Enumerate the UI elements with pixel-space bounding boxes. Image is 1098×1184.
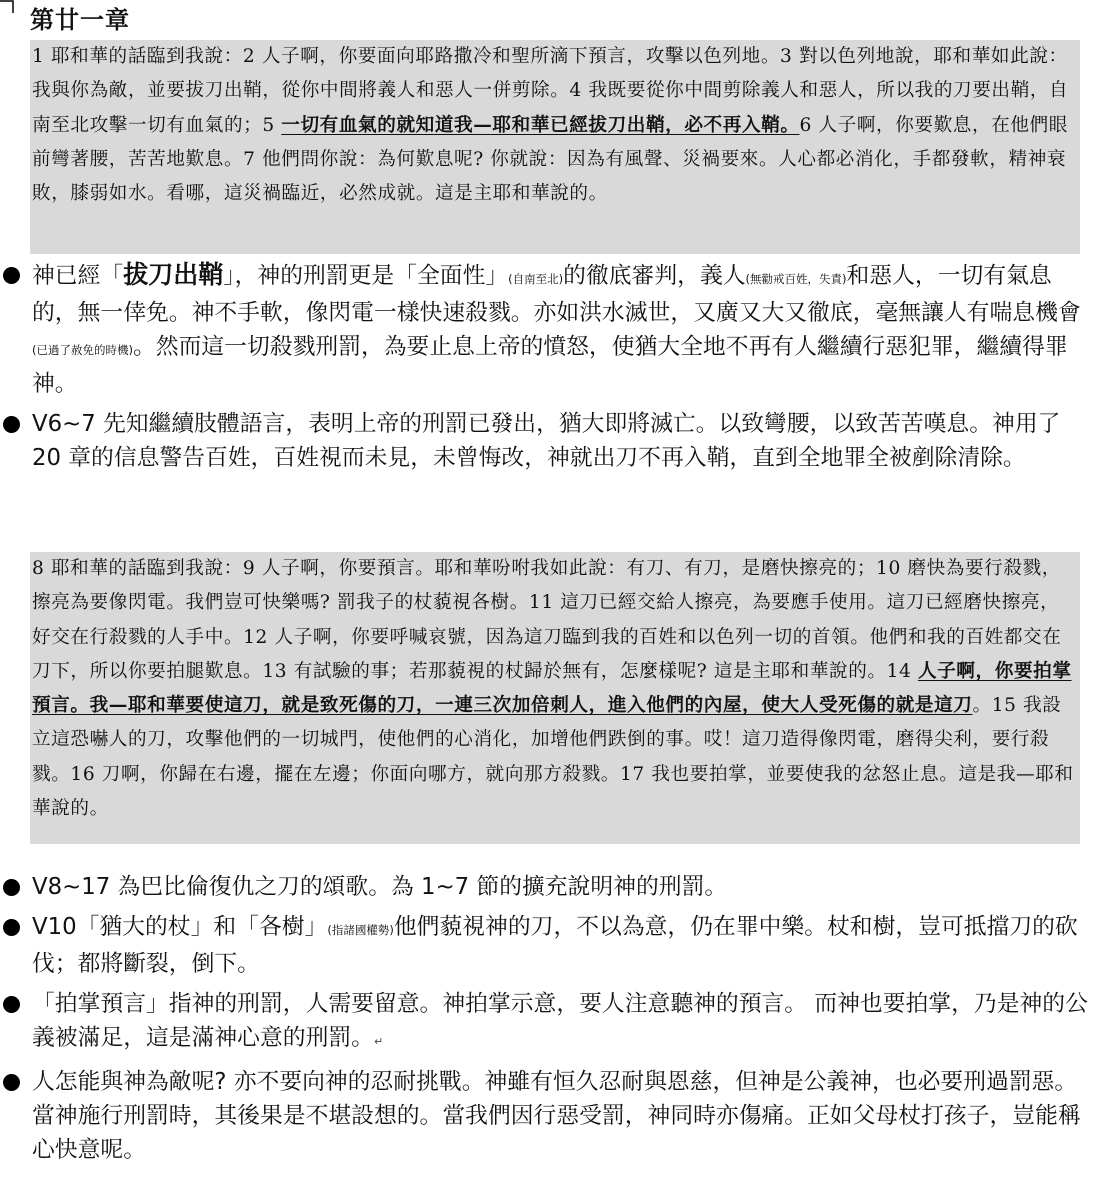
commentary-text: 和惡人，一切有氣息的，無一倖免。神不手軟，像閃電一樣快速殺戮。亦如洪水滅世，又廣又大又徹底，毫無讓人有喘息機會: [32, 263, 1081, 326]
bullet-icon: [3, 267, 20, 284]
scripture-block-2: [30, 552, 1080, 844]
list-item: [0, 870, 1090, 904]
scripture-text: 。15 我設立這恐嚇人的刀，攻擊他們的一切城門，使他們的心消化，加增他們跌倒的事。哎！這刀造得像閃電，磨得尖利，要行殺戮。16 刀啊，你歸在右邊，擺在左邊；你面向哪方，就向那方殺戮。17 我也要拍掌，並要使我的忿怒止息。這是我—耶和華說的。: [32, 695, 1074, 820]
commentary-text: 神已經「: [32, 263, 124, 289]
bullet-icon: [3, 919, 20, 936]
annotation-note: (指諸國權勢): [327, 923, 394, 937]
annotation-note: (已過了赦免的時機): [32, 343, 133, 357]
commentary-text: 的徹底審判，義人: [563, 263, 746, 289]
commentary-text: 人怎能與神為敵呢? 亦不要向神的忍耐挑戰。神雖有恒久忍耐與恩慈，但神是公義神，也必要刑過罰惡。當神施行刑罰時，其後果是不堪設想的。當我們因行惡受罰，神同時亦傷痛。正如父母杖打孩子，豈能稱心快意呢。: [32, 1069, 1081, 1163]
commentary-list-1: [0, 258, 1090, 481]
bullet-icon: [3, 416, 20, 433]
scripture-text: 6 人子啊，你要歎息，在他們眼前彎著腰，苦苦地歎息。7 他們問你說：為何歎息呢? 你就說：因為有風聲、災禍要來。人心都必消化，手都發軟，精神衰敗，膝弱如水。看哪，這災禍臨近，必然成就。這是主耶和華說的。: [32, 114, 1068, 205]
bullet-icon: [3, 996, 20, 1013]
scripture-block-1: [30, 40, 1080, 254]
chapter-title: 第廿一章: [30, 5, 130, 34]
commentary-text: V8~17 為巴比倫復仇之刀的頌歌。為 1~7 節的擴充說明神的刑罰。: [32, 874, 728, 900]
corner-mark-icon: [0, 0, 14, 14]
scripture-highlight: 一切有血氣的就知道我—耶和華已經拔刀出鞘，必不再入鞘。: [281, 114, 800, 136]
commentary-text: 」，神的刑罰更是「全面性」: [223, 263, 509, 289]
scripture-text: 8 耶和華的話臨到我說：9 人子啊，你要預言。耶和華吩咐我如此說：有刀、有刀，是磨快擦亮的；10 磨快為要行殺戮，擦亮為要像閃電。我們豈可快樂嗎? 罰我子的杖藐視各樹。11 這刀已經交給人擦亮，為要應手使用。這刀已經磨快擦亮，好交在行殺戮的人手中。12 人子啊，你要呼喊哀號，因為這刀臨到我的百姓和以色列一切的首領。他們和我的百姓都交在刀下，所以你要拍腿歎息。13 有試驗的事；若那藐視的杖歸於無有，怎麼樣呢? 這是主耶和華說的。14: [32, 558, 1062, 682]
commentary-text: 。然而這一切殺戮刑罰，為要止息上帝的憤怒，使猶大全地不再有人繼續行惡犯罪，繼續得罪神。: [32, 334, 1068, 397]
list-item: [0, 407, 1090, 475]
return-mark-icon: ↵: [373, 1035, 384, 1048]
list-item: [0, 258, 1090, 401]
annotation-note: (無勸戒百姓，失責): [745, 272, 847, 286]
list-item: [0, 910, 1090, 981]
commentary-list-2: [0, 870, 1090, 1173]
emphasis-text: 拔刀出鞘: [123, 260, 224, 289]
bullet-icon: [3, 1074, 20, 1091]
annotation-note: (自南至北): [508, 272, 564, 286]
scripture-text: 1 耶和華的話臨到我說：2 人子啊，你要面向耶路撒冷和聖所滴下預言，攻擊以色列地。3 對以色列地說，耶和華如此說：我與你為敵，並要拔刀出鞘，從你中間將義人和惡人一併剪除。4 我既要從你中間剪除義人和惡人，所以我的刀要出鞘，自南至北攻擊一切有血氣的；5: [32, 46, 1069, 136]
list-item: [0, 987, 1090, 1059]
commentary-text: V10「猶大的杖」和「各樹」: [32, 914, 328, 940]
scripture-highlight: 人子啊，你要拍掌預言。我—耶和華要使這刀，就是致死傷的刀，一連三次加倍刺人，進入他們的內屋，使大人受死傷的就是這刀: [32, 660, 1072, 717]
list-item: [0, 1065, 1090, 1167]
commentary-text: 他們藐視神的刀，不以為意，仍在罪中樂。杖和樹，豈可抵擋刀的砍伐；都將斷裂，倒下。: [32, 914, 1078, 977]
bullet-icon: [3, 879, 20, 896]
commentary-text: 「拍掌預言」指神的刑罰，人需要留意。神拍掌示意，要人注意聽神的預言。 而神也要拍掌，乃是神的公義被滿足，這是滿神心意的刑罰。: [32, 991, 1088, 1051]
commentary-text: V6~7 先知繼續肢體語言，表明上帝的刑罰已發出，猶大即將滅亡。以致彎腰，以致苦苦嘆息。神用了 20 章的信息警告百姓，百姓視而未見，未曾悔改，神就出刀不再入鞘，直到全地罪全被剷除清除。: [32, 411, 1061, 471]
